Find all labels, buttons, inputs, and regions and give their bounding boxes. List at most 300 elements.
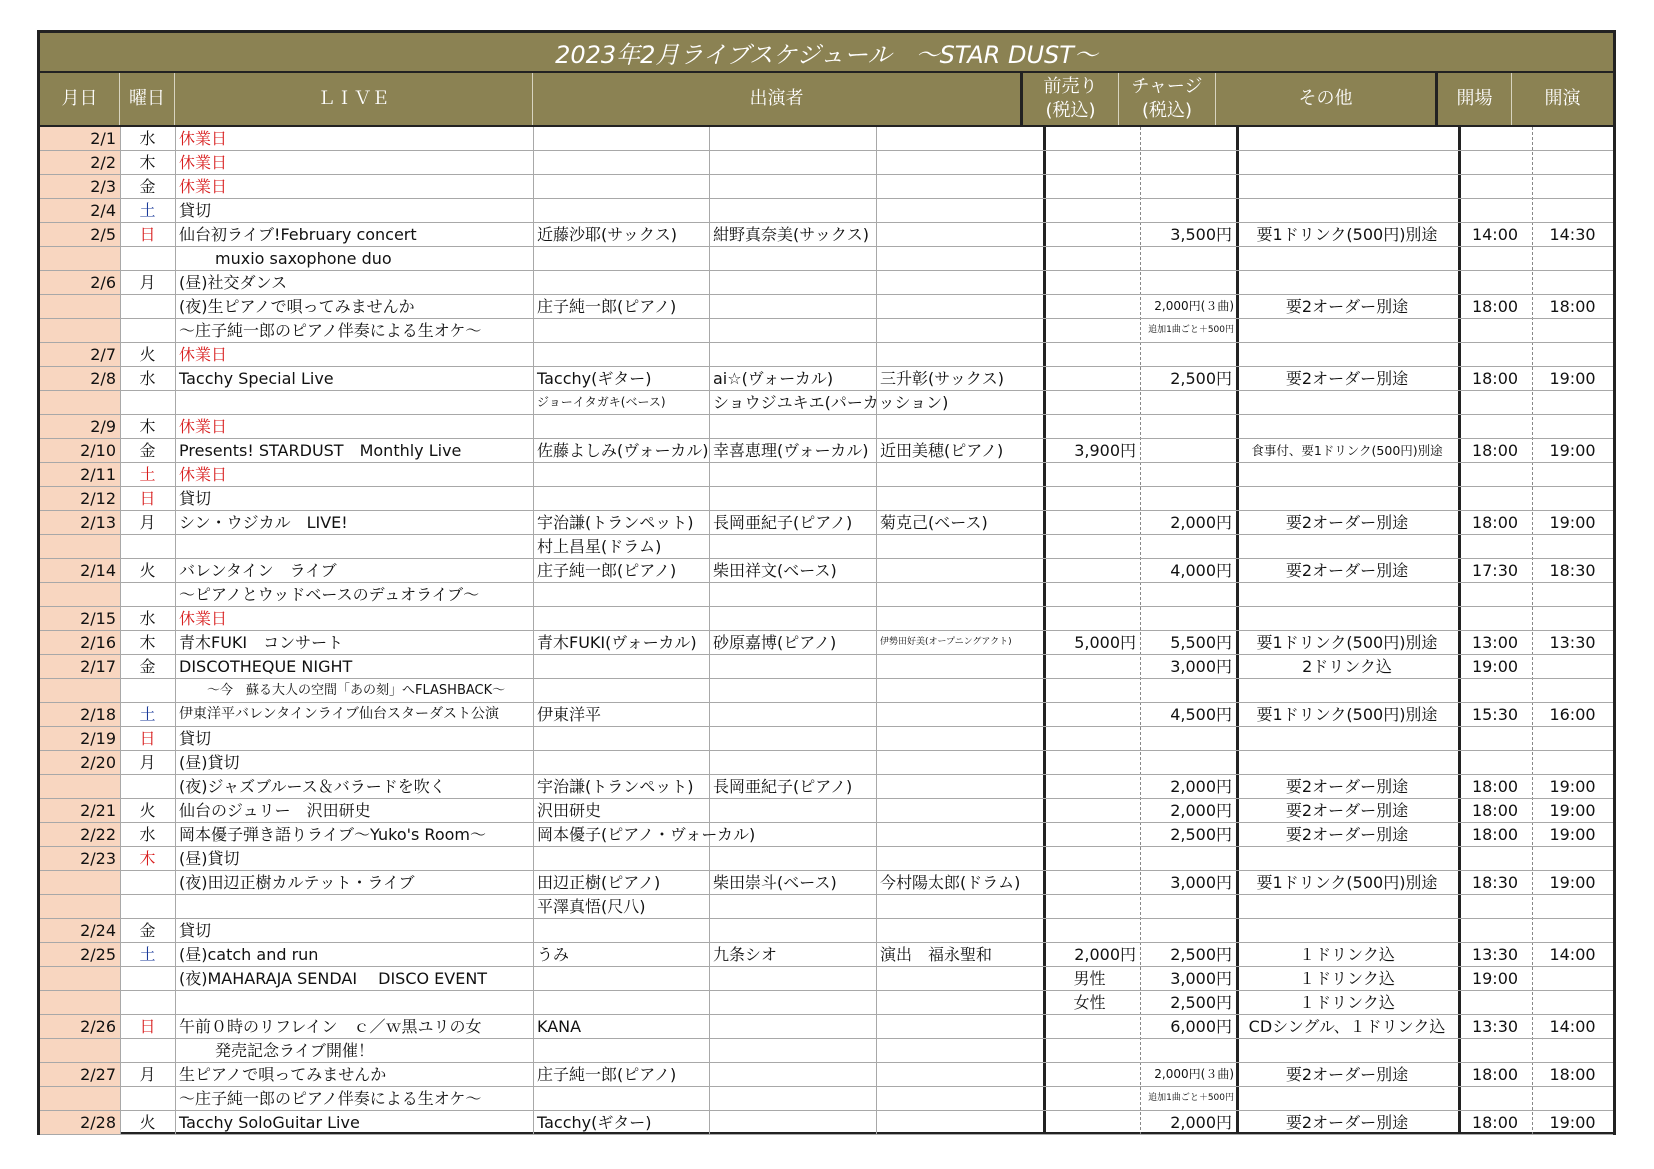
charge-price-cell xyxy=(1140,727,1236,750)
open-time-cell xyxy=(1458,535,1532,558)
performer-cell xyxy=(876,535,1043,558)
performer-cell xyxy=(709,295,876,318)
live-title-cell: 休業日 xyxy=(179,417,228,436)
date-cell: 2/21 xyxy=(40,799,120,822)
live-title-cell: Tacchy Special Live xyxy=(179,369,334,388)
weekday-cell: 月 xyxy=(139,513,156,532)
start-time-cell xyxy=(1532,679,1613,702)
other-note-cell xyxy=(1236,271,1458,294)
weekday-cell: 木 xyxy=(139,633,156,652)
weekday-cell: 月 xyxy=(139,753,156,772)
table-row xyxy=(40,1039,1613,1063)
table-row xyxy=(40,415,1613,439)
performer-cell xyxy=(533,247,709,270)
open-time-cell xyxy=(1458,847,1532,870)
live-title-cell: 休業日 xyxy=(179,153,228,172)
performer-cell: 佐藤よしみ(ヴォーカル) xyxy=(537,441,709,460)
start-time-cell xyxy=(1532,271,1613,294)
performer-cell xyxy=(709,463,876,486)
performer-cell xyxy=(533,415,709,438)
date-cell: 2/19 xyxy=(40,727,120,750)
performer-cell: 今村陽太郎(ドラム) xyxy=(880,873,1021,892)
live-title-cell: 仙台初ライブ!February concert xyxy=(179,225,417,244)
start-time-cell xyxy=(1532,583,1613,606)
live-title-cell: (昼)貸切 xyxy=(179,849,240,868)
presale-price-cell xyxy=(1043,775,1140,798)
date-cell: 2/7 xyxy=(40,343,120,366)
weekday-cell: 木 xyxy=(139,417,156,436)
performer-cell xyxy=(709,127,876,150)
charge-price-cell: 2,500円 xyxy=(1170,825,1232,844)
weekday-cell xyxy=(120,1039,175,1062)
table-header xyxy=(40,73,1613,127)
open-time-cell xyxy=(1458,463,1532,486)
performer-cell xyxy=(709,967,876,990)
weekday-cell: 日 xyxy=(139,489,156,508)
other-note-cell: １ドリンク込 xyxy=(1299,945,1395,964)
performer-cell xyxy=(709,343,876,366)
open-time-cell xyxy=(1458,679,1532,702)
presale-price-cell xyxy=(1043,1015,1140,1038)
weekday-cell xyxy=(120,775,175,798)
performer-cell xyxy=(709,823,876,846)
table-row xyxy=(40,895,1613,919)
performer-cell: 宇治謙(トランペット) xyxy=(537,513,694,532)
charge-price-cell xyxy=(1140,175,1236,198)
table-row xyxy=(40,1015,1613,1039)
performer-cell xyxy=(533,271,709,294)
table-row xyxy=(40,463,1613,487)
start-time-cell xyxy=(1532,991,1613,1014)
other-note-cell xyxy=(1236,319,1458,342)
open-time-cell xyxy=(1458,487,1532,510)
date-cell: 2/26 xyxy=(40,1015,120,1038)
open-time-cell: 14:00 xyxy=(1471,225,1519,244)
presale-price-cell xyxy=(1043,583,1140,606)
performer-cell xyxy=(876,223,1043,246)
charge-price-cell: 3,000円 xyxy=(1170,969,1232,988)
performer-cell xyxy=(876,727,1043,750)
live-title-cell: 貸切 xyxy=(179,729,212,748)
performer-cell xyxy=(533,319,709,342)
performer-cell xyxy=(876,319,1043,342)
live-title-cell: 休業日 xyxy=(179,465,228,484)
header-charge-label: チャージ xyxy=(1131,76,1203,97)
presale-price-cell xyxy=(1043,391,1140,414)
performer-cell: 紺野真奈美(サックス) xyxy=(713,225,870,244)
charge-price-cell xyxy=(1140,127,1236,150)
performer-cell: 近田美穂(ピアノ) xyxy=(880,441,1004,460)
start-time-cell: 19:00 xyxy=(1549,441,1596,460)
start-time-cell: 19:00 xyxy=(1549,513,1596,532)
other-note-cell xyxy=(1236,583,1458,606)
start-time-cell xyxy=(1532,1087,1613,1110)
presale-price-cell xyxy=(1043,175,1140,198)
table-row xyxy=(40,223,1613,247)
open-time-cell: 18:00 xyxy=(1471,801,1519,820)
presale-price-cell xyxy=(1043,847,1140,870)
performer-cell: 宇治謙(トランペット) xyxy=(537,777,694,796)
live-title-cell: DISCOTHEQUE NIGHT xyxy=(179,657,353,676)
other-note-cell xyxy=(1236,199,1458,222)
performer-cell xyxy=(709,271,876,294)
date-cell: 2/25 xyxy=(40,943,120,966)
performer-cell xyxy=(533,583,709,606)
live-title-cell: 休業日 xyxy=(179,345,228,364)
open-time-cell xyxy=(1458,127,1532,150)
date-cell: 2/23 xyxy=(40,847,120,870)
performer-cell xyxy=(709,1039,876,1062)
performer-cell xyxy=(533,487,709,510)
other-note-cell: 要2オーダー別途 xyxy=(1285,1065,1409,1084)
performer-cell: 近藤沙耶(サックス) xyxy=(537,225,678,244)
weekday-cell: 火 xyxy=(139,1113,156,1132)
live-title-cell: Tacchy SoloGuitar Live xyxy=(179,1113,360,1132)
start-time-cell xyxy=(1532,487,1613,510)
open-time-cell xyxy=(1458,1087,1532,1110)
start-time-cell: 19:00 xyxy=(1549,825,1596,844)
date-cell: 2/9 xyxy=(40,415,120,438)
header-day: 曜日 xyxy=(120,73,175,125)
performer-cell xyxy=(533,199,709,222)
performer-cell xyxy=(533,727,709,750)
presale-price-cell xyxy=(1043,655,1140,678)
start-time-cell xyxy=(1532,343,1613,366)
start-time-cell: 19:00 xyxy=(1549,777,1596,796)
weekday-cell: 金 xyxy=(139,177,156,196)
charge-price-cell xyxy=(1140,919,1236,942)
performer-cell xyxy=(709,607,876,630)
live-title-cell: 貸切 xyxy=(179,489,212,508)
date-cell: 2/17 xyxy=(40,655,120,678)
other-note-cell: 要1ドリンク(500円)別途 xyxy=(1256,705,1438,724)
performer-cell xyxy=(709,583,876,606)
other-note-cell xyxy=(1236,535,1458,558)
performer-cell xyxy=(876,1111,1043,1134)
charge-price-cell xyxy=(1140,895,1236,918)
performer-cell: うみ xyxy=(537,945,570,964)
performer-cell xyxy=(533,463,709,486)
live-title-cell: 休業日 xyxy=(179,177,228,196)
performer-cell xyxy=(709,1087,876,1110)
charge-price-cell: 4,500円 xyxy=(1170,705,1232,724)
open-time-cell: 13:00 xyxy=(1471,633,1519,652)
performer-cell xyxy=(876,679,1043,702)
other-note-cell xyxy=(1236,151,1458,174)
charge-price-cell: 2,000円 xyxy=(1170,777,1232,796)
presale-price-cell: 女性 xyxy=(1073,993,1106,1012)
table-row xyxy=(40,1087,1613,1111)
performer-cell xyxy=(876,607,1043,630)
start-time-cell: 16:00 xyxy=(1549,705,1596,724)
weekday-cell xyxy=(120,895,175,918)
date-cell xyxy=(40,319,120,342)
header-presale-tax: (税込) xyxy=(1045,100,1096,121)
open-time-cell xyxy=(1458,415,1532,438)
other-note-cell xyxy=(1236,247,1458,270)
start-time-cell xyxy=(1532,847,1613,870)
other-note-cell: 要2オーダー別途 xyxy=(1285,561,1409,580)
date-cell: 2/22 xyxy=(40,823,120,846)
date-cell xyxy=(40,871,120,894)
performer-cell xyxy=(876,391,1043,414)
performer-cell xyxy=(709,847,876,870)
other-note-cell: 要2オーダー別途 xyxy=(1285,777,1409,796)
live-title-cell: ～今 蘇る大人の空間「あの刻」へFLASHBACK～ xyxy=(207,683,506,698)
start-time-cell xyxy=(1532,1039,1613,1062)
table-row xyxy=(40,487,1613,511)
live-title-cell: (夜)田辺正樹カルテット・ライブ xyxy=(179,873,415,892)
charge-price-cell xyxy=(1140,391,1236,414)
charge-price-cell: 2,000円 xyxy=(1170,1113,1232,1132)
start-time-cell xyxy=(1532,655,1613,678)
date-cell: 2/13 xyxy=(40,511,120,534)
presale-price-cell xyxy=(1043,415,1140,438)
start-time-cell xyxy=(1532,151,1613,174)
start-time-cell: 14:30 xyxy=(1549,225,1596,244)
performer-cell: 幸喜恵理(ヴォーカル) xyxy=(713,441,869,460)
date-cell: 2/10 xyxy=(40,439,120,462)
live-title-cell: ～庄子純一郎のピアノ伴奏による生オケ～ xyxy=(179,321,482,340)
performer-cell xyxy=(876,895,1043,918)
performer-cell xyxy=(533,1087,709,1110)
table-row xyxy=(40,943,1613,967)
table-row xyxy=(40,919,1613,943)
table-row xyxy=(40,847,1613,871)
performer-cell xyxy=(533,847,709,870)
weekday-cell: 金 xyxy=(139,921,156,940)
table-row xyxy=(40,367,1613,391)
date-cell xyxy=(40,1087,120,1110)
other-note-cell: 食事付、要1ドリンク(500円)別途 xyxy=(1251,443,1443,458)
date-cell xyxy=(40,247,120,270)
other-note-cell: 要1ドリンク(500円)別途 xyxy=(1256,633,1438,652)
open-time-cell xyxy=(1458,343,1532,366)
weekday-cell: 水 xyxy=(139,609,156,628)
presale-price-cell: 3,900円 xyxy=(1074,441,1136,460)
open-time-cell xyxy=(1458,1039,1532,1062)
performer-cell xyxy=(709,727,876,750)
charge-price-cell: 4,000円 xyxy=(1170,561,1232,580)
other-note-cell xyxy=(1236,727,1458,750)
date-cell xyxy=(40,895,120,918)
date-cell xyxy=(40,679,120,702)
date-cell: 2/20 xyxy=(40,751,120,774)
other-note-cell: 2ドリンク込 xyxy=(1302,657,1392,676)
table-row xyxy=(40,511,1613,535)
other-note-cell: 要2オーダー別途 xyxy=(1285,297,1409,316)
open-time-cell: 18:00 xyxy=(1471,369,1519,388)
other-note-cell xyxy=(1236,463,1458,486)
live-title-cell xyxy=(175,991,533,1014)
presale-price-cell xyxy=(1043,343,1140,366)
weekday-cell xyxy=(120,679,175,702)
performer-cell: 演出 福永聖和 xyxy=(880,945,993,964)
weekday-cell: 土 xyxy=(139,465,156,484)
other-note-cell xyxy=(1236,751,1458,774)
date-cell: 2/6 xyxy=(40,271,120,294)
open-time-cell: 18:00 xyxy=(1471,441,1519,460)
table-row xyxy=(40,1063,1613,1087)
live-title-cell: 午前０時のリフレイン ｃ／ｗ黒ユリの女 xyxy=(179,1017,482,1036)
schedule-body xyxy=(40,127,1613,1135)
presale-price-cell xyxy=(1043,199,1140,222)
start-time-cell xyxy=(1532,727,1613,750)
performer-cell xyxy=(876,751,1043,774)
weekday-cell: 日 xyxy=(139,1017,156,1036)
performer-cell xyxy=(876,415,1043,438)
table-row xyxy=(40,871,1613,895)
other-note-cell xyxy=(1236,391,1458,414)
live-title-cell: ～ピアノとウッドベースのデュオライブ～ xyxy=(179,585,480,604)
start-time-cell xyxy=(1532,535,1613,558)
table-row xyxy=(40,991,1613,1015)
performer-cell xyxy=(876,295,1043,318)
open-time-cell: 19:00 xyxy=(1471,969,1519,988)
presale-price-cell xyxy=(1043,703,1140,726)
presale-price-cell xyxy=(1043,727,1140,750)
other-note-cell xyxy=(1236,343,1458,366)
performer-cell xyxy=(876,1087,1043,1110)
open-time-cell: 18:30 xyxy=(1471,873,1519,892)
other-note-cell: 要1ドリンク(500円)別途 xyxy=(1256,873,1438,892)
open-time-cell: 17:30 xyxy=(1471,561,1519,580)
performer-cell xyxy=(876,1015,1043,1038)
weekday-cell: 火 xyxy=(139,561,156,580)
live-title-cell: 休業日 xyxy=(179,129,228,148)
performer-cell: 伊東洋平 xyxy=(537,705,602,724)
table-row xyxy=(40,799,1613,823)
performer-cell xyxy=(709,751,876,774)
table-row xyxy=(40,967,1613,991)
weekday-cell xyxy=(120,247,175,270)
charge-price-cell xyxy=(1140,607,1236,630)
performer-cell xyxy=(533,967,709,990)
start-time-cell xyxy=(1532,319,1613,342)
other-note-cell xyxy=(1236,487,1458,510)
other-note-cell: CDシングル、１ドリンク込 xyxy=(1248,1017,1446,1036)
header-live: ＬＩＶＥ xyxy=(175,73,533,125)
performer-cell: ショウジユキエ(パーカッション) xyxy=(713,393,949,412)
presale-price-cell xyxy=(1043,295,1140,318)
presale-price-cell xyxy=(1043,871,1140,894)
performer-cell xyxy=(533,175,709,198)
date-cell: 2/15 xyxy=(40,607,120,630)
performer-cell: 庄子純一郎(ピアノ) xyxy=(537,1065,677,1084)
performer-cell xyxy=(876,655,1043,678)
date-cell xyxy=(40,535,120,558)
weekday-cell xyxy=(120,991,175,1014)
live-title-cell: muxio saxophone duo xyxy=(215,249,392,268)
other-note-cell xyxy=(1236,1039,1458,1062)
performer-cell xyxy=(876,847,1043,870)
open-time-cell xyxy=(1458,583,1532,606)
performer-cell: 柴田祥文(ベース) xyxy=(713,561,837,580)
presale-price-cell xyxy=(1043,127,1140,150)
date-cell: 2/14 xyxy=(40,559,120,582)
start-time-cell: 19:00 xyxy=(1549,873,1596,892)
presale-price-cell xyxy=(1043,919,1140,942)
charge-price-cell xyxy=(1140,751,1236,774)
open-time-cell: 18:00 xyxy=(1471,297,1519,316)
weekday-cell: 火 xyxy=(139,345,156,364)
date-cell: 2/27 xyxy=(40,1063,120,1086)
performer-cell: 平澤真悟(尺八) xyxy=(537,897,646,916)
live-title-cell: シン・ウジカル LIVE! xyxy=(179,513,348,532)
date-cell xyxy=(40,583,120,606)
date-cell: 2/3 xyxy=(40,175,120,198)
header-charge-tax: (税込) xyxy=(1141,100,1193,121)
other-note-cell xyxy=(1236,607,1458,630)
date-cell: 2/1 xyxy=(40,127,120,150)
weekday-cell: 水 xyxy=(139,129,156,148)
date-cell xyxy=(40,967,120,990)
performer-cell: 長岡亜紀子(ピアノ) xyxy=(713,777,853,796)
header-date: 月日 xyxy=(40,73,120,125)
live-title-cell: Presents! STARDUST Monthly Live xyxy=(179,441,462,460)
open-time-cell xyxy=(1458,991,1532,1014)
performer-cell xyxy=(876,559,1043,582)
performer-cell: 三升彰(サックス) xyxy=(880,369,1005,388)
performer-cell xyxy=(533,679,709,702)
other-note-cell xyxy=(1236,919,1458,942)
weekday-cell: 金 xyxy=(139,441,156,460)
start-time-cell xyxy=(1532,607,1613,630)
other-note-cell xyxy=(1236,847,1458,870)
date-cell: 2/24 xyxy=(40,919,120,942)
weekday-cell: 月 xyxy=(139,273,156,292)
live-title-cell: 生ピアノで唄ってみませんか xyxy=(179,1065,387,1084)
other-note-cell: 要2オーダー別途 xyxy=(1285,513,1409,532)
performer-cell xyxy=(876,127,1043,150)
live-title-cell: (夜)ジャズブルース＆バラードを吹く xyxy=(179,777,446,796)
table-row xyxy=(40,391,1613,415)
start-time-cell: 19:00 xyxy=(1549,369,1596,388)
table-row xyxy=(40,175,1613,199)
presale-price-cell xyxy=(1043,751,1140,774)
other-note-cell: 要2オーダー別途 xyxy=(1285,801,1409,820)
live-title-cell: 休業日 xyxy=(179,609,228,628)
start-time-cell xyxy=(1532,247,1613,270)
schedule-sheet xyxy=(37,30,1616,1135)
live-title-cell: ～庄子純一郎のピアノ伴奏による生オケ～ xyxy=(179,1089,482,1108)
date-cell: 2/5 xyxy=(40,223,120,246)
presale-price-cell xyxy=(1043,367,1140,390)
weekday-cell: 金 xyxy=(139,657,156,676)
performer-cell: 田辺正樹(ピアノ) xyxy=(537,873,661,892)
weekday-cell: 木 xyxy=(139,849,156,868)
live-title-cell: バレンタイン ライブ xyxy=(179,561,337,580)
start-time-cell: 19:00 xyxy=(1549,1113,1596,1132)
start-time-cell: 14:00 xyxy=(1549,945,1596,964)
header-other: その他 xyxy=(1216,73,1438,125)
other-note-cell: １ドリンク込 xyxy=(1299,969,1395,988)
charge-price-cell: 3,500円 xyxy=(1170,225,1232,244)
performer-cell xyxy=(533,151,709,174)
presale-price-cell: 5,000円 xyxy=(1074,633,1136,652)
start-time-cell xyxy=(1532,391,1613,414)
live-title-cell: 貸切 xyxy=(179,921,212,940)
date-cell: 2/28 xyxy=(40,1111,120,1134)
weekday-cell: 火 xyxy=(139,801,156,820)
charge-price-cell xyxy=(1140,463,1236,486)
performer-cell xyxy=(709,1111,876,1134)
open-time-cell xyxy=(1458,727,1532,750)
charge-price-cell xyxy=(1140,679,1236,702)
start-time-cell xyxy=(1532,919,1613,942)
other-note-cell: 要2オーダー別途 xyxy=(1285,1113,1409,1132)
performer-cell: 菊克己(ベース) xyxy=(880,513,988,532)
